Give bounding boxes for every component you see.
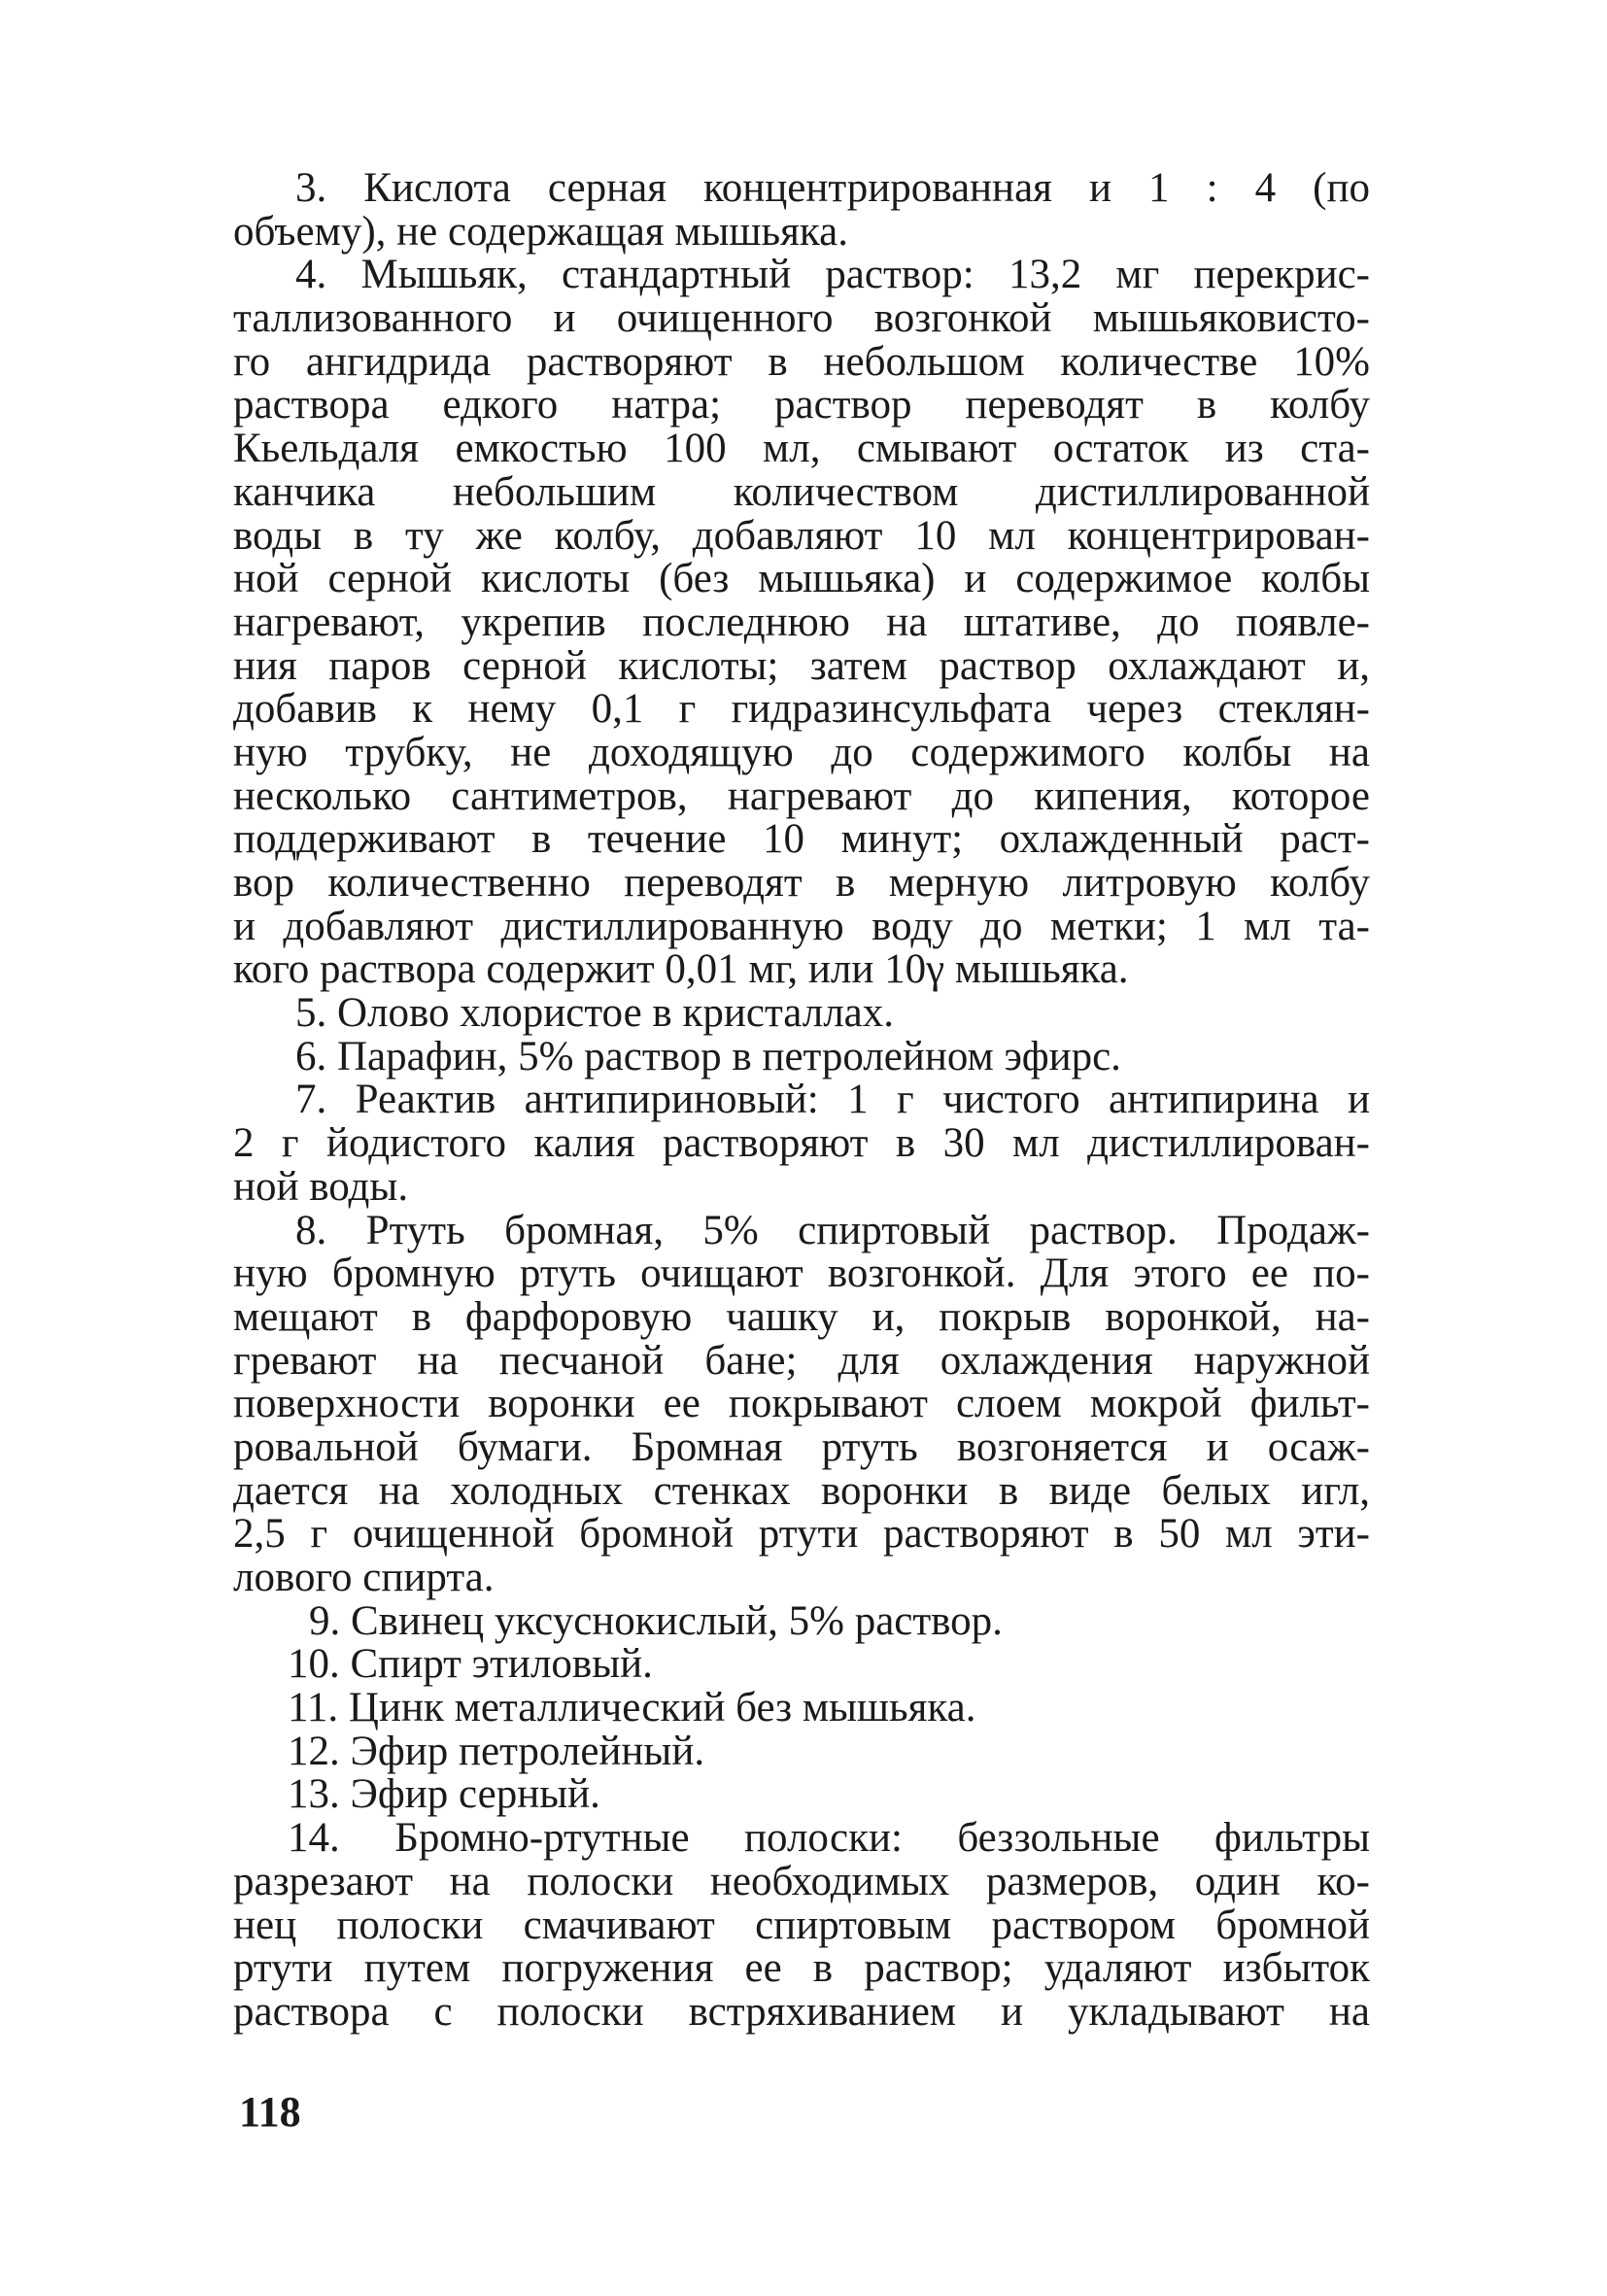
text-line: ную бромную ртуть очищают возгонкой. Для этого ее по- (233, 1251, 1370, 1297)
text-line: кого раствора содержит 0,01 мг, или 10γ мышьяка. (233, 946, 1129, 993)
text-line: ния паров серной кислоты; затем раствор охлаждают и, (233, 642, 1370, 689)
text-line: гревают на песчаной бане; для охлаждения наружной (233, 1337, 1370, 1384)
page-number: 118 (239, 2088, 301, 2136)
text-line: разрезают на полоски необходимых размеров, один ко- (233, 1858, 1370, 1904)
text-line: 13. Эфир серный. (288, 1771, 600, 1818)
text-line: 6. Парафин, 5% раствор в петролейном эфирс. (295, 1033, 1121, 1079)
text-line: поверхности воронки ее покрывают слоем мокрой фильт- (233, 1381, 1370, 1427)
text-line: вор количественно переводят в мерную литровую колбу (233, 860, 1370, 906)
text-line: 5. Олово хлористое в кристаллах. (295, 990, 894, 1037)
text-line: дается на холодных стенках воронки в виде белых игл, (233, 1467, 1370, 1514)
text-line: го ангидрида растворяют в небольшом количестве 10% (233, 338, 1370, 385)
text-line: 4. Мышьяк, стандартный раствор: 13,2 мг перекрис- (295, 252, 1370, 298)
text-line: 3. Кислота серная концентрированная и 1 : 4 (по (295, 165, 1370, 211)
text-line: канчика небольшим количеством дистиллированной (233, 468, 1370, 515)
text-line: воды в ту же колбу, добавляют 10 мл концентрирован- (233, 512, 1370, 559)
text-line: 2,5 г очищенной бромной ртути растворяют в 50 мл эти- (233, 1511, 1370, 1558)
text-line: 8. Ртуть бромная, 5% спиртовый раствор. Продаж- (295, 1207, 1370, 1253)
text-line: нагревают, укрепив последнюю на штативе, до появле- (233, 599, 1370, 645)
text-line: и добавляют дистиллированную воду до метки; 1 мл та- (233, 903, 1370, 949)
text-line: Кьельдаля емкостью 100 мл, смывают остаток из ста- (233, 426, 1370, 472)
text-line: ной серной кислоты (без мышьяка) и содержимое колбы (233, 556, 1370, 602)
text-line: 9. Свинец уксуснокислый, 5% раствор. (309, 1597, 1003, 1644)
text-line: 7. Реактив антипириновый: 1 г чистого антипирина и (295, 1077, 1370, 1123)
text-line: 11. Цинк металлический без мышьяка. (288, 1685, 976, 1731)
text-line: раствора с полоски встряхиванием и укладывают на (233, 1988, 1370, 2035)
text-line: нец полоски смачивают спиртовым раствором бромной (233, 1902, 1370, 1948)
text-line: 2 г йодистого калия растворяют в 30 мл дистиллирован- (233, 1120, 1370, 1167)
text-line: 12. Эфир петролейный. (288, 1728, 705, 1774)
text-line: ной воды. (233, 1163, 409, 1210)
text-line: ртути путем погружения ее в раствор; удаляют избыток (233, 1945, 1370, 1992)
text-line: добавив к нему 0,1 г гидразинсульфата через стеклян- (233, 686, 1370, 733)
text-line: объему), не содержащая мышьяка. (233, 208, 849, 255)
text-line: ную трубку, не доходящую до содержимого колбы на (233, 729, 1370, 775)
text-line: несколько сантиметров, нагревают до кипения, которое (233, 772, 1370, 819)
text-line: таллизованного и очищенного возгонкой мышьяковисто- (233, 295, 1370, 342)
text-line: 14. Бромно-ртутные полоски: беззольные фильтры (288, 1815, 1370, 1862)
text-line: 10. Спирт этиловый. (288, 1641, 653, 1688)
text-line: ровальной бумаги. Бромная ртуть возгоняется и осаж- (233, 1423, 1370, 1470)
text-line: раствора едкого натра; раствор переводят в колбу (233, 382, 1370, 428)
page-body (233, 167, 1370, 2035)
text-line: лового спирта. (233, 1555, 495, 1600)
text-line: поддерживают в течение 10 минут; охлажденный раст- (233, 816, 1370, 863)
text-line: мещают в фарфоровую чашку и, покрыв воронкой, на- (233, 1293, 1370, 1340)
